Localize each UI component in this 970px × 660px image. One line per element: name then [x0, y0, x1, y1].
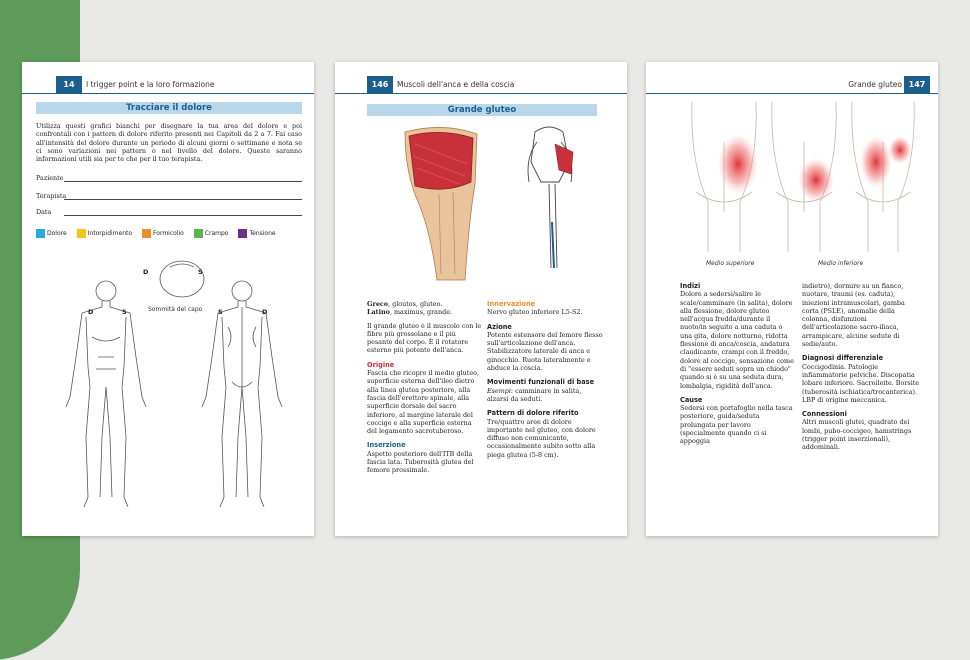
movimenti-text: Esempi: camminare in salita, alzarsi da seduti.	[487, 386, 582, 403]
orange-swatch	[142, 229, 151, 238]
legend-item-tensione: Tensione	[238, 229, 275, 238]
inserzione-text: Aspetto posteriore dell'ITB della fascia lata. Tuberosità glutea del femore prossimale.	[367, 449, 474, 475]
patient-field[interactable]	[36, 174, 302, 183]
cause-text: Sedersi con portafoglio nella tasca posteriore, guida/seduta prolungata per lavoro (specialmente quando ci si appoggia	[680, 404, 793, 446]
origine-heading: Origine	[367, 360, 395, 369]
legend-item-dolore: Dolore	[36, 229, 67, 238]
pattern-text: Tre/quattro aree di dolore importante nel gluteo, con dolore diffuso non comunicante, occasionalmente subito sotto alla piega glutea (5-8 cm).	[487, 417, 596, 459]
inserzione-heading: Inserzione	[367, 441, 406, 450]
page-number: 146	[367, 76, 393, 94]
indizi-text: Dolore a sedersi/salire le scale/camminare (in salita), dolore alla flessione, dolore gluteo nell'acqua fredda/durante il nuoto/in seguito a una caduta o una gita, dolore notturno, ridotta flessione di anca/coscia, andatura claudicante, crampi con il freddo, dolore al coccige, sensazione come di "essere seduti sopra un chiodo" quando si è su una seduta dura, lombalgia, rigidità dell'anca.	[680, 290, 794, 390]
legend-item-crampo: Crampo	[194, 229, 229, 238]
indizi-heading: Indizi	[680, 282, 701, 290]
front-left-letter: S	[122, 308, 127, 316]
back-left-letter: S	[218, 308, 223, 316]
muscle-intro: Il grande gluteo è il muscolo con le fibre più grossolane e il più pesante del corpo. È il rotatore esterno più potente dell'anca.	[367, 321, 482, 355]
page-header	[646, 76, 938, 94]
left-column	[367, 300, 483, 475]
movimenti-heading: Movimenti funzionali di base	[487, 378, 595, 387]
latin-name: Latino, maximus, grande.	[367, 308, 453, 317]
right-column	[802, 282, 920, 452]
header-title: Grande gluteo	[848, 80, 902, 89]
front-right-letter: D	[88, 308, 94, 316]
connessioni-heading: Connessioni	[802, 410, 847, 419]
pain-area-3	[860, 136, 892, 188]
legend-item-formicolio: Formicolio	[142, 229, 184, 238]
right-column	[487, 300, 603, 459]
head-left-letter: D	[143, 268, 149, 276]
pain-legend	[36, 229, 306, 238]
page-14	[22, 62, 314, 536]
page-147	[646, 62, 938, 536]
caption-medio-inferiore: Medio inferiore	[818, 260, 864, 267]
caption-medio-superiore: Medio superiore	[706, 260, 755, 267]
pain-pattern-figures	[686, 102, 916, 252]
origine-text: Fascia che ricopre il medio gluteo, superficie esterna dell'ileo dietro alla linea glutea posteriore, alla fascia dell'erettore spinale, alla superficie dorsale del sacro inferiore, al margine laterale del coccige e alla superficie esterna del legamento sacrotuberoso.	[367, 369, 480, 436]
body-outline-drawing	[42, 257, 302, 527]
innervazione-heading: Innervazione	[487, 300, 536, 308]
head-right-letter: S	[198, 268, 203, 276]
yellow-swatch	[77, 229, 86, 238]
azione-heading: Azione	[487, 322, 512, 331]
date-field[interactable]	[36, 208, 302, 217]
therapist-field[interactable]	[36, 192, 302, 201]
diagnosi-text: Coccigodinia. Patologie infiammatorie pelviche. Discopatia lobare inferiore. Sacroileite. Borsite (tuberosità ischiatica/trocanterica). LBP di origine meccanica.	[802, 362, 920, 404]
patient-label: Paziente	[36, 174, 64, 182]
innervazione-text: Nervo gluteo inferiore L5-S2.	[487, 308, 583, 317]
intro-paragraph: Utilizza questi grafici bianchi per disegnare la tua area del dolore e poi confrontali con i pattern di dolore riferito presenti nei Capitoli da 2 a 7. Fai caso all'intensità del dolore durante un periodo di alcuni giorni o settimane e nota se ci sono variazioni nei pattern o nel livello del dolore. Queste saranno informazioni utili sia per te che per il tuo terapista.	[36, 122, 302, 164]
therapist-label: Terapista	[36, 192, 67, 200]
legend-item-intorpidimento: Intorpidimento	[77, 229, 132, 238]
connessioni-text: Altri muscoli glutei, quadrato dei lombi, pubo-coccigeo, hamstrings (trigger point inserzionali), addominali.	[802, 418, 912, 452]
date-label: Data	[36, 208, 52, 216]
pelvis-illustration	[515, 122, 585, 272]
blue-swatch	[36, 229, 45, 238]
purple-swatch	[238, 229, 247, 238]
greek-name: Greco, gloutos, gluteo.	[367, 300, 443, 308]
page-header	[22, 76, 314, 94]
diagnosi-heading: Diagnosi differenziale	[802, 354, 884, 363]
azione-text: Potente estensore del femore flesso sull'articolazione dell'anca. Stabilizzatore laterale di anca e ginocchio. Ruota lateralmente e abduce la coscia.	[487, 330, 603, 373]
pain-area-2	[798, 158, 834, 202]
page-number: 14	[56, 76, 82, 94]
green-swatch	[194, 229, 203, 238]
section-banner: Grande gluteo	[367, 104, 597, 116]
header-title: Muscoli dell'anca e della coscia	[397, 80, 515, 89]
page-number: 147	[904, 76, 930, 94]
left-column	[680, 282, 796, 446]
cause-continued: indietro), dormire su un fianco, nuotare, traumi (es. caduta), iniezioni intramuscolari, gamba corta (PSLE), anomalie della colonna, disfunzioni dell'articolazione sacro-iliaca, arrampicare, alcune sedute di sedie/auto.	[802, 282, 905, 349]
section-banner: Tracciare il dolore	[36, 102, 302, 114]
page-146	[335, 62, 627, 536]
cause-heading: Cause	[680, 395, 703, 404]
pattern-heading: Pattern di dolore riferito	[487, 409, 579, 418]
head-caption: Sommità del capo	[148, 306, 203, 313]
pain-area-1	[718, 134, 758, 194]
pain-area-4	[888, 136, 912, 164]
muscle-illustration	[391, 124, 501, 284]
back-right-letter: D	[262, 308, 268, 316]
header-title: I trigger point e la loro formazione	[86, 80, 215, 89]
page-header	[335, 76, 627, 94]
